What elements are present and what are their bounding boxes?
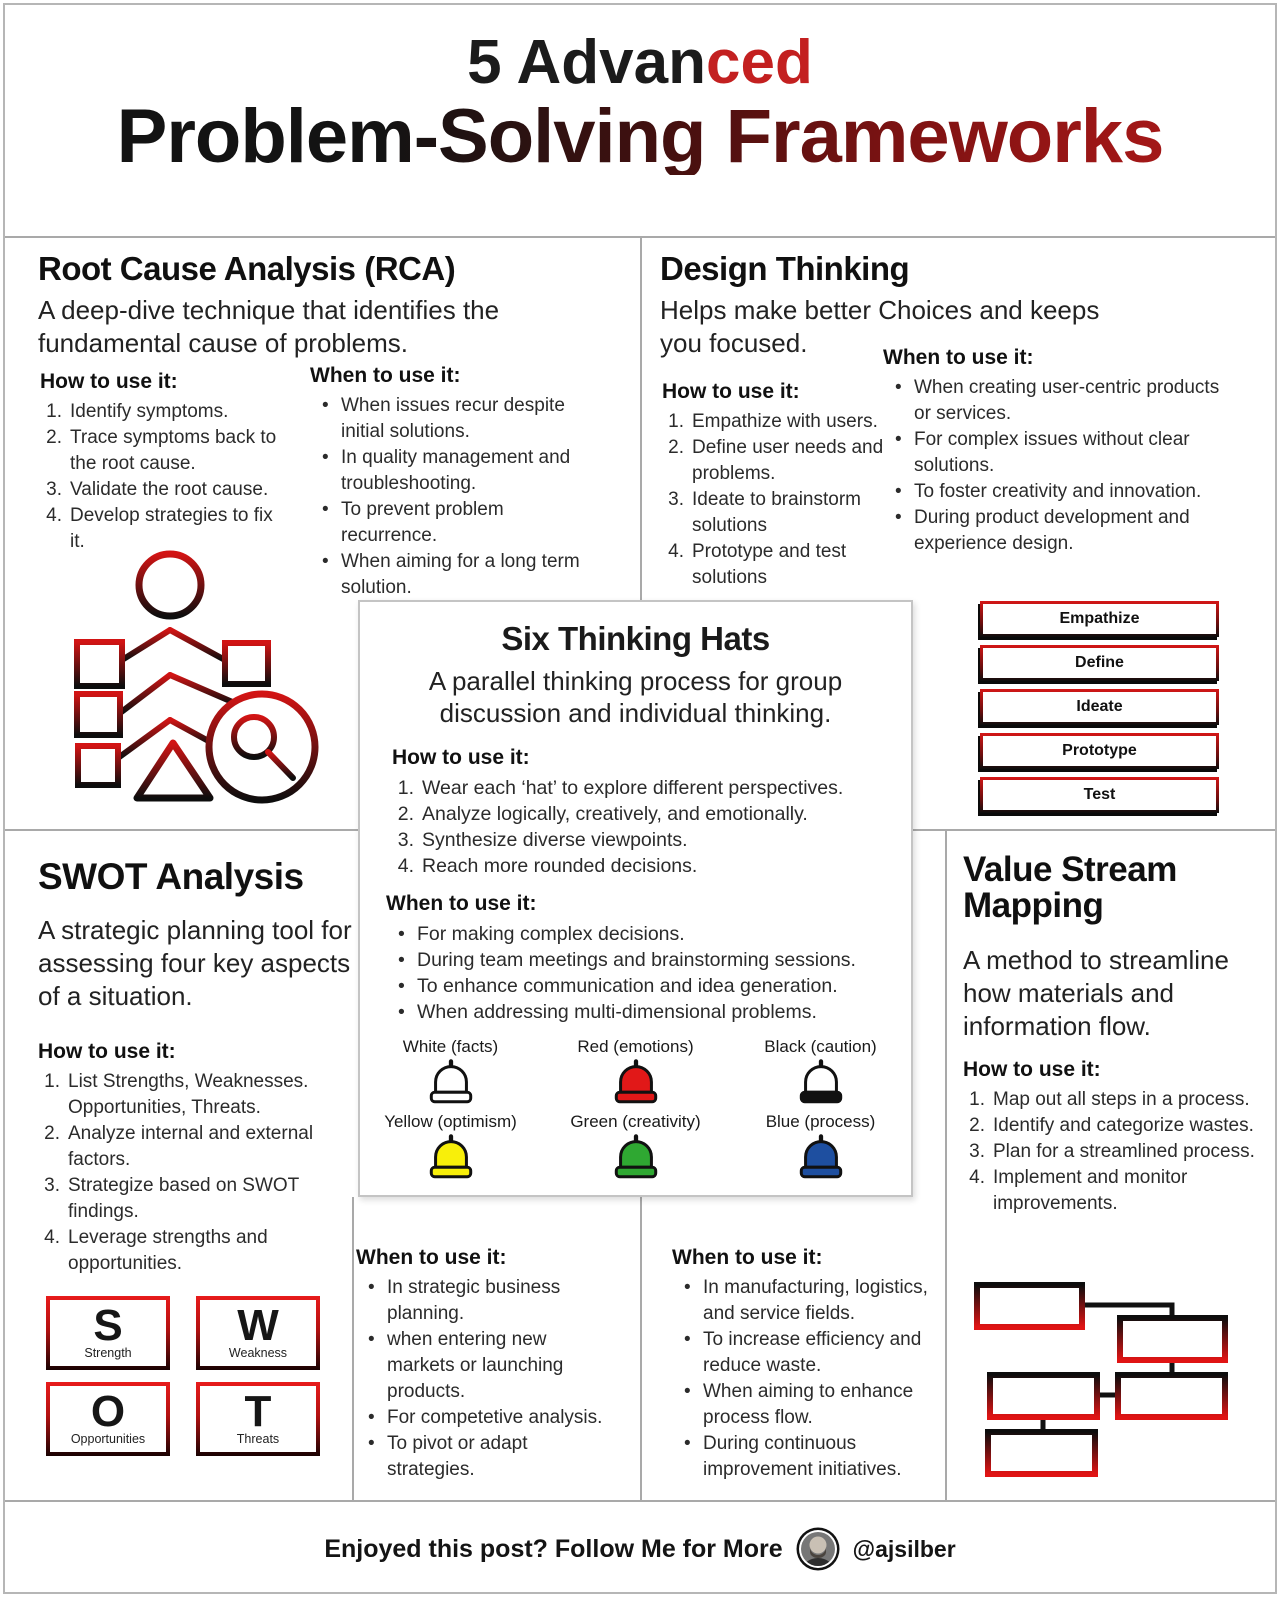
hat-black [728, 1038, 913, 1106]
hat-label: Yellow (optimism) [384, 1112, 517, 1131]
title-line1-red: ced [706, 28, 813, 97]
title-line1-black: 5 Advan [467, 28, 707, 97]
list-item: Strategize based on SWOT findings. [68, 1175, 299, 1222]
list-item: • For complex issues without clear solutions. [883, 427, 1228, 479]
blue-hat-icon [793, 1133, 849, 1181]
list-item: Leverage strengths and opportunities. [68, 1227, 268, 1274]
list-item: • In quality management and troubleshooting. [310, 445, 586, 497]
list-item: • When issues recur despite initial solutions. [310, 393, 586, 445]
swot-box-opportunities [46, 1382, 170, 1456]
yellow-hat-icon [423, 1133, 479, 1181]
design-thinking-how-column [662, 380, 904, 591]
list-item: Identify symptoms. [70, 401, 229, 422]
hat-blue [728, 1113, 913, 1181]
list-item: Identify and categorize wastes. [993, 1115, 1254, 1136]
six-hats-how-column [392, 746, 897, 879]
list-item: • To enhance communication and idea generation. [386, 973, 896, 999]
process-box-label: Prototype [983, 736, 1216, 766]
list-item: Wear each ‘hat’ to explore different perspectives. [422, 777, 844, 799]
hat-label: Blue (process) [765, 1112, 876, 1131]
hat-yellow [358, 1113, 543, 1181]
process-box-label: Empathize [983, 604, 1216, 634]
vsm-how-list [963, 1087, 1273, 1217]
swot-heading: SWOT Analysis [38, 856, 304, 897]
white-hat-icon [423, 1058, 479, 1106]
swot-letter: T [244, 1387, 272, 1436]
list-item: • When aiming to enhance process flow. [672, 1379, 944, 1431]
process-box-label: Test [983, 780, 1216, 810]
design-thinking-how-list [662, 409, 904, 591]
list-item: • When aiming for a long term solution. [310, 549, 586, 601]
list-item: • In manufacturing, logistics, and service fields. [672, 1275, 944, 1327]
list-item: • To prevent problem recurrence. [310, 497, 586, 549]
hat-label: Red (emotions) [577, 1037, 694, 1056]
process-box-empathize [980, 601, 1219, 637]
vsm-when-column [672, 1246, 944, 1483]
hat-green [543, 1113, 728, 1181]
divider-footer [5, 1500, 1275, 1502]
list-item: • In strategic business planning. [356, 1275, 612, 1327]
rca-description: A deep-dive technique that identifies the fundamental cause of problems. [38, 295, 500, 358]
design-thinking-description: Helps make better Choices and keeps you focused. [660, 295, 1100, 358]
list-item: Reach more rounded decisions. [422, 855, 698, 877]
red-hat-icon [608, 1058, 664, 1106]
list-item: Map out all steps in a process. [993, 1089, 1250, 1110]
footer-handle: @ajsilber [852, 1535, 956, 1562]
swot-box-threats [196, 1382, 320, 1456]
swot-label: Weakness [228, 1346, 288, 1360]
swot-letter: S [93, 1301, 123, 1350]
six-hats-grid [360, 1038, 911, 1181]
swot-box-weakness [196, 1296, 320, 1370]
author-avatar [796, 1527, 840, 1571]
rca-how-label: How to use it: [40, 370, 178, 393]
six-hats-how-label: How to use it: [392, 746, 530, 769]
title-line2: Problem-Solving Frameworks [0, 99, 1280, 175]
six-hats-heading: Six Thinking Hats [501, 620, 770, 657]
six-hats-when-list [386, 921, 896, 1025]
list-item: Analyze internal and external factors. [68, 1123, 314, 1170]
list-item: Analyze logically, creatively, and emotionally. [422, 803, 808, 825]
list-item: • For making complex decisions. [386, 921, 896, 947]
list-item: • when entering new markets or launching products. [356, 1327, 612, 1405]
vsm-when-label: When to use it: [672, 1246, 823, 1269]
design-thinking-when-label: When to use it: [883, 346, 1034, 369]
list-item: • During continuous improvement initiatives. [672, 1431, 944, 1483]
swot-label: Opportunities [70, 1432, 146, 1446]
design-thinking-heading: Design Thinking [660, 250, 910, 287]
list-item: • To increase efficiency and reduce waste. [672, 1327, 944, 1379]
title-line1 [0, 30, 1280, 95]
vsm-flow-diagram [948, 1272, 1280, 1487]
swot-when-list [356, 1275, 612, 1483]
list-item: • When creating user-centric products or services. [883, 375, 1228, 427]
list-item: Trace symptoms back to the root cause. [70, 427, 277, 474]
vsm-description: A method to streamline how materials and information flow. [963, 945, 1229, 1041]
rca-heading: Root Cause Analysis (RCA) [38, 250, 456, 287]
list-item: Implement and monitor improvements. [993, 1167, 1188, 1214]
vsm-how-column [963, 1058, 1273, 1217]
black-hat-icon [793, 1058, 849, 1106]
six-thinking-hats-panel [358, 600, 913, 1197]
swot-letter: W [237, 1301, 279, 1350]
footer-cta-text: Enjoyed this post? Follow Me for More [324, 1534, 783, 1563]
process-box-ideate [980, 689, 1219, 725]
list-item: Empathize with users. [692, 411, 878, 432]
list-item: Develop strategies to fix it. [70, 505, 273, 552]
design-thinking-when-list [883, 375, 1228, 557]
divider-vertical-left-lower [352, 1197, 354, 1502]
hat-white [358, 1038, 543, 1106]
design-thinking-how-label: How to use it: [662, 380, 800, 403]
vsm-heading: Value Stream Mapping [963, 850, 1177, 926]
list-item: Plan for a streamlined process. [993, 1141, 1255, 1162]
process-box-prototype [980, 733, 1219, 769]
swot-when-label: When to use it: [356, 1246, 507, 1269]
swot-letter: O [90, 1387, 126, 1436]
list-item: • To foster creativity and innovation. [883, 479, 1228, 505]
six-hats-how-list [392, 775, 897, 879]
rca-when-label: When to use it: [310, 364, 461, 387]
six-hats-when-label: When to use it: [386, 892, 537, 915]
hat-label: White (facts) [402, 1037, 499, 1056]
process-box-label: Define [983, 648, 1216, 678]
list-item: List Strengths, Weaknesses. Opportunities, Threats. [68, 1071, 309, 1118]
hat-label: Green (creativity) [570, 1112, 701, 1131]
list-item: • During team meetings and brainstorming sessions. [386, 947, 896, 973]
hat-label: Black (caution) [764, 1037, 877, 1056]
design-thinking-when-column [883, 346, 1228, 557]
process-box-define [980, 645, 1219, 681]
list-item: • During product development and experience design. [883, 505, 1228, 557]
rca-how-column [40, 370, 292, 555]
process-box-label: Ideate [983, 692, 1216, 722]
header [0, 0, 1280, 236]
swot-when-column [356, 1246, 612, 1483]
swot-how-column [38, 1040, 330, 1277]
list-item: Prototype and test solutions [692, 541, 847, 588]
vsm-how-label: How to use it: [963, 1058, 1101, 1081]
swot-description: A strategic planning tool for assessing four key aspects of a situation. [38, 915, 352, 1011]
list-item: • When addressing multi-dimensional problems. [386, 999, 896, 1025]
design-thinking-process-stack [980, 601, 1219, 821]
swot-label: Strength [84, 1346, 132, 1360]
vsm-when-list [672, 1275, 944, 1483]
list-item: Synthesize diverse viewpoints. [422, 829, 688, 851]
green-hat-icon [608, 1133, 664, 1181]
swot-how-label: How to use it: [38, 1040, 176, 1063]
swot-box-strength [46, 1296, 170, 1370]
list-item: Define user needs and problems. [692, 437, 884, 484]
list-item: • For competetive analysis. [356, 1405, 612, 1431]
footer [0, 1501, 1280, 1597]
hat-red [543, 1038, 728, 1106]
swot-label: Threats [236, 1432, 280, 1446]
six-hats-description: A parallel thinking process for group discussion and individual thinking. [428, 666, 843, 728]
process-box-test [980, 777, 1219, 813]
swot-how-list [38, 1069, 330, 1277]
list-item: • To pivot or adapt strategies. [356, 1431, 612, 1483]
divider-vertical-right [945, 829, 947, 1502]
list-item: Ideate to brainstorm solutions [692, 489, 861, 536]
list-item: Validate the root cause. [70, 479, 269, 500]
rca-root-cause-diagram [52, 532, 362, 832]
six-hats-when-column [386, 892, 896, 1025]
